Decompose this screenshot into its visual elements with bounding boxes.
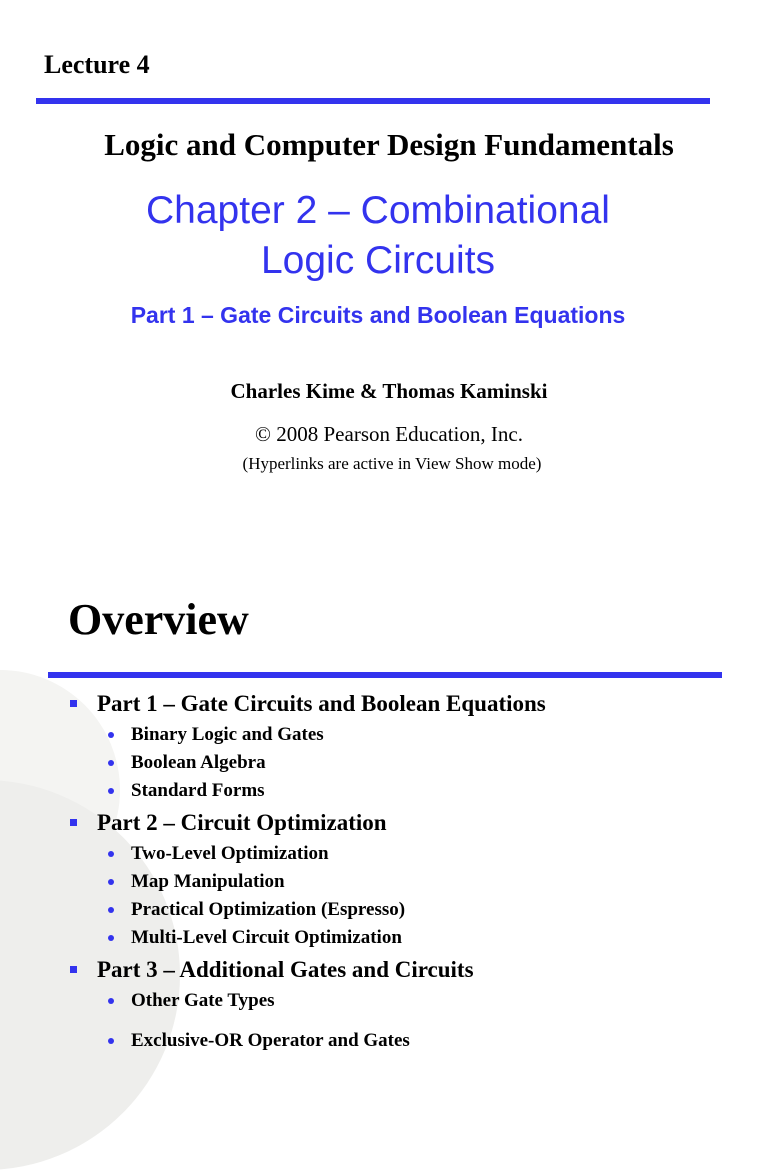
chapter-title-line-2: Logic Circuits xyxy=(260,239,496,282)
copyright: © 2008 Pearson Education, Inc. xyxy=(255,422,523,446)
authors: Charles Kime & Thomas Kaminski xyxy=(230,379,548,403)
part-subtitle: Part 1 – Gate Circuits and Boolean Equations xyxy=(130,302,626,328)
outline-section xyxy=(0,686,768,721)
overview-slide xyxy=(0,560,768,1051)
outline-item xyxy=(0,896,768,924)
item-label: Standard Forms xyxy=(131,780,265,801)
square-bullet-icon xyxy=(70,966,77,973)
outline-item xyxy=(0,721,768,749)
round-bullet-icon xyxy=(108,907,114,913)
outline-item xyxy=(0,924,768,952)
round-bullet-icon xyxy=(108,788,114,794)
outline-item xyxy=(0,777,768,805)
square-bullet-icon xyxy=(70,819,77,826)
title-slide xyxy=(0,0,768,560)
item-label: Exclusive-OR Operator and Gates xyxy=(131,1030,410,1051)
round-bullet-icon xyxy=(108,935,114,941)
outline-item xyxy=(0,868,768,896)
item-label: Multi-Level Circuit Optimization xyxy=(131,927,402,948)
outline-item xyxy=(0,987,768,1015)
item-label: Binary Logic and Gates xyxy=(131,724,324,745)
round-bullet-icon xyxy=(108,851,114,857)
overview-title: Overview xyxy=(68,595,249,644)
outline-section xyxy=(0,952,768,987)
round-bullet-icon xyxy=(108,760,114,766)
chapter-title-line-1: Chapter 2 – Combinational xyxy=(146,189,610,232)
outline-item xyxy=(0,840,768,868)
square-bullet-icon xyxy=(70,700,77,707)
item-label: Other Gate Types xyxy=(131,990,275,1011)
hyperlinks-note: (Hyperlinks are active in View Show mode) xyxy=(242,454,542,473)
round-bullet-icon xyxy=(108,1038,114,1044)
round-bullet-icon xyxy=(108,732,114,738)
overview-outline xyxy=(0,686,768,1051)
lecture-label: Lecture 4 xyxy=(44,50,150,79)
section-label: Part 1 – Gate Circuits and Boolean Equations xyxy=(97,691,546,716)
chapter-title xyxy=(0,186,756,286)
item-label: Boolean Algebra xyxy=(131,752,266,773)
item-label: Practical Optimization (Espresso) xyxy=(131,899,406,920)
round-bullet-icon xyxy=(108,879,114,885)
outline-item xyxy=(0,1015,768,1051)
outline-section xyxy=(0,805,768,840)
round-bullet-icon xyxy=(108,998,114,1004)
book-title: Logic and Computer Design Fundamentals xyxy=(104,127,674,162)
item-label: Map Manipulation xyxy=(131,871,285,892)
item-label: Two-Level Optimization xyxy=(131,843,329,864)
title-divider xyxy=(36,98,710,104)
outline-item xyxy=(0,749,768,777)
section-label: Part 2 – Circuit Optimization xyxy=(97,810,387,835)
overview-divider xyxy=(48,672,722,678)
section-label: Part 3 – Additional Gates and Circuits xyxy=(97,957,474,982)
